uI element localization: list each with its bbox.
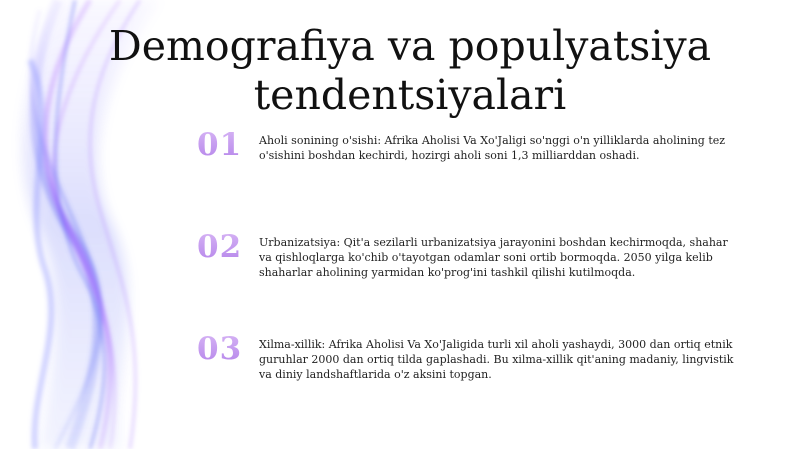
item-number: 02 [197, 229, 251, 265]
item-number: 03 [197, 331, 251, 367]
title-line-1: Demografiya va populyatsiya [108, 22, 712, 70]
title-line-2: tendentsiyalari [253, 71, 567, 119]
slide-title [60, 22, 760, 120]
item-text: Xilma-xillik: Afrika Aholisi Va Xo'Jaligida turli xil aholi yashaydi, 3000 dan ortiq etnik guruhlar 2000 dan ortiq tilda gaplashadi. Bu xilma-xillik qit'aning madaniy, lingvistik va diniy landshaftlarida o'z aksini topgan. [259, 338, 734, 381]
item-text: Urbanizatsiya: Qit'a sezilarli urbanizatsiya jarayonini boshdan kechirmoqda, shahar va qishloqlarga ko'chib o'tayotgan odamlar soni ortib bormoqda. 2050 yilga kelib shaharlar aholining yarmidan ko'prog'ini tashkil qilishi kutilmoqda. [259, 236, 728, 279]
item-number: 01 [197, 127, 251, 163]
item-text: Aholi sonining o'sishi: Afrika Aholisi Va Xo'Jaligi so'nggi o'n yilliklarda aholining tez o'sishini boshdan kechirdi, hozirgi aholi soni 1,3 milliarddan oshadi. [259, 134, 726, 162]
